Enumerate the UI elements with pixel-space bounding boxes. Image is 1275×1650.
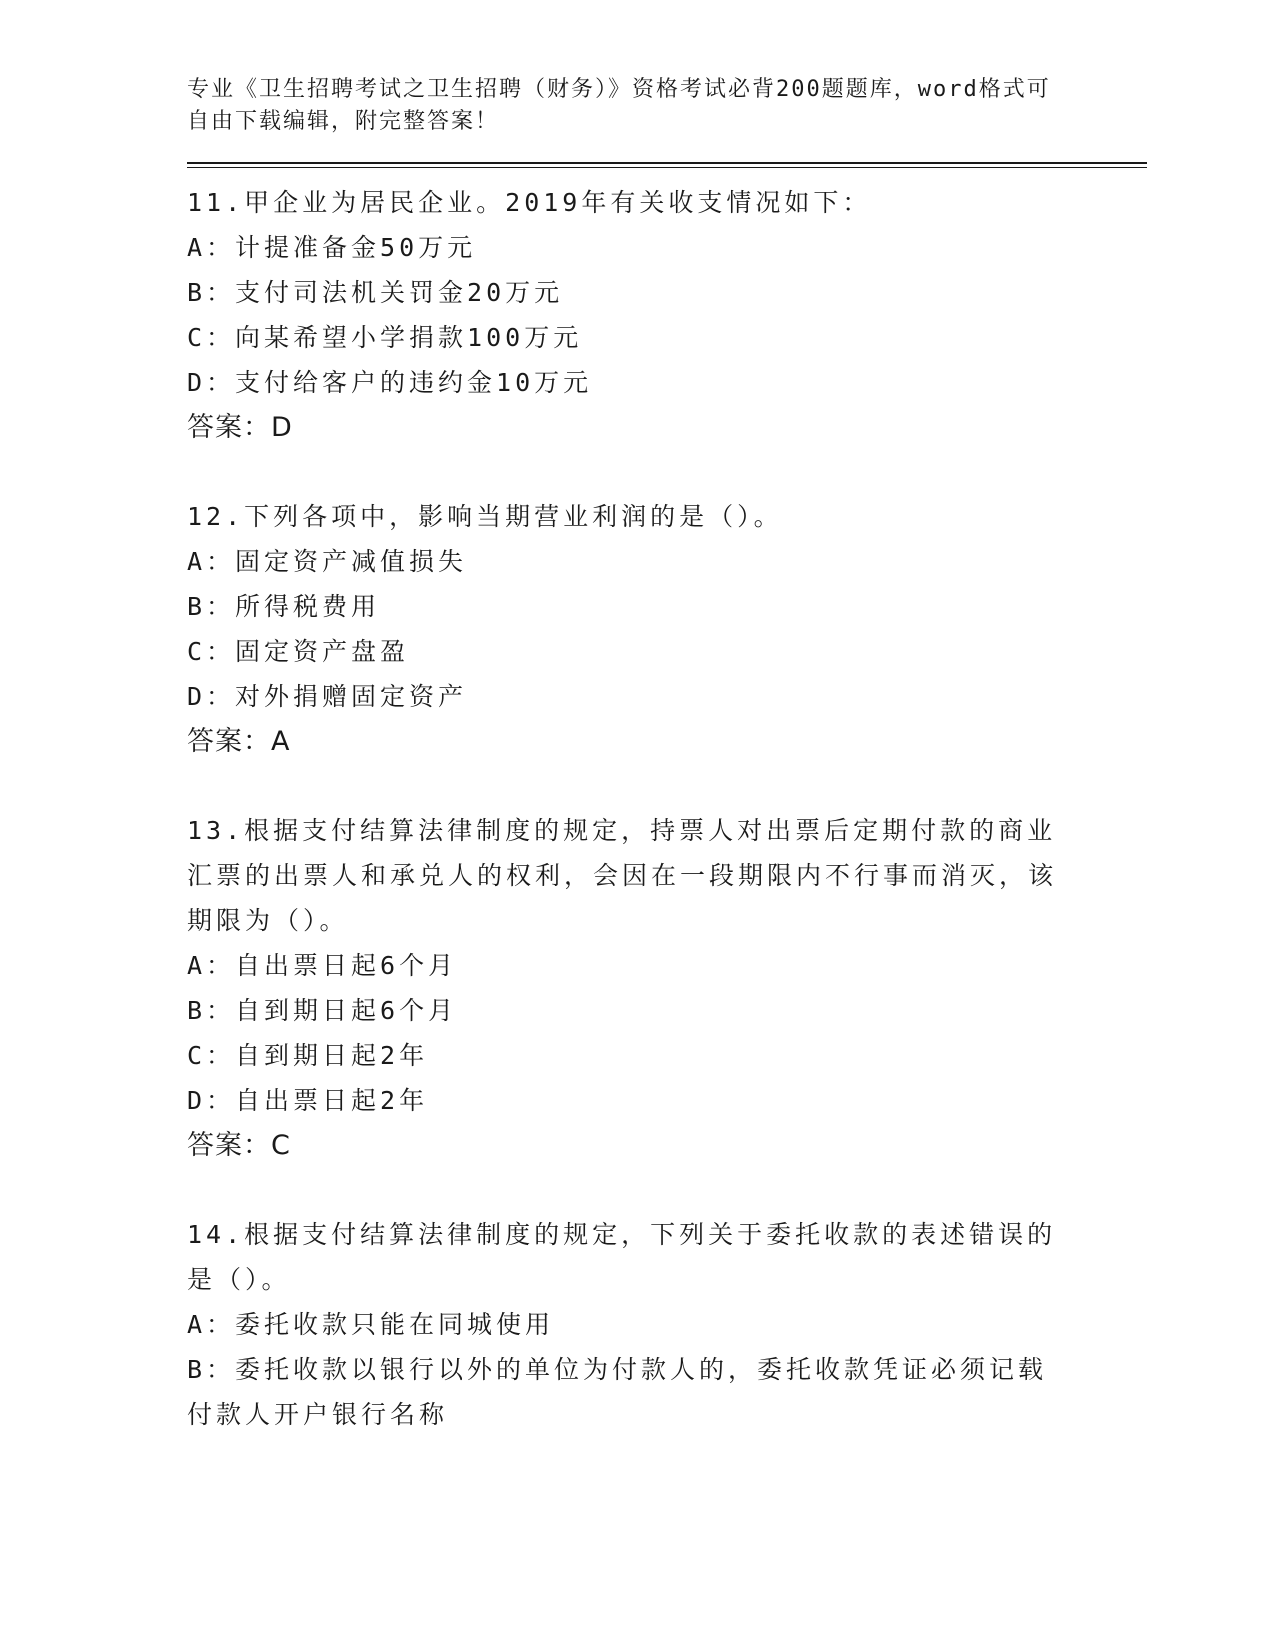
question-13 — [187, 808, 1067, 1169]
divider-thick-line — [187, 162, 1147, 164]
option-d: D：支付给客户的违约金10万元 — [187, 368, 593, 397]
question-11 — [187, 180, 1067, 451]
option-c: C：向某希望小学捐款100万元 — [187, 323, 583, 352]
option-c: C：固定资产盘盈 — [187, 637, 410, 666]
question-12 — [187, 494, 1067, 765]
question-stem: 14.根据支付结算法律制度的规定，下列关于委托收款的表述错误的是（）。 — [187, 1220, 1057, 1294]
option-a: A：委托收款只能在同城使用 — [187, 1310, 555, 1339]
option-b: B：所得税费用 — [187, 592, 381, 621]
document-page — [187, 0, 1147, 1480]
question-list — [187, 180, 1067, 1437]
option-d: D：对外捐赠固定资产 — [187, 682, 468, 711]
question-stem: 12.下列各项中，影响当期营业利润的是（）。 — [187, 502, 783, 531]
answer-line: 答案：D — [187, 412, 293, 443]
option-b: B：自到期日起6个月 — [187, 996, 458, 1025]
question-stem: 13.根据支付结算法律制度的规定，持票人对出票后定期付款的商业汇票的出票人和承兑人的权利，会因在一段期限内不行事而消灭，该期限为（）。 — [187, 816, 1058, 935]
answer-line: 答案：A — [187, 726, 291, 757]
answer-line: 答案：C — [187, 1130, 291, 1161]
option-b: B：委托收款以银行以外的单位为付款人的，委托收款凭证必须记载付款人开户银行名称 — [187, 1355, 1048, 1429]
option-a: A：计提准备金50万元 — [187, 233, 477, 262]
question-stem: 11.甲企业为居民企业。2019年有关收支情况如下： — [187, 188, 872, 217]
option-a: A：固定资产减值损失 — [187, 547, 468, 576]
question-14 — [187, 1212, 1067, 1437]
option-b: B：支付司法机关罚金20万元 — [187, 278, 564, 307]
option-a: A：自出票日起6个月 — [187, 951, 458, 980]
header-divider — [187, 162, 1147, 168]
divider-thin-line — [187, 167, 1147, 168]
option-d: D：自出票日起2年 — [187, 1086, 429, 1115]
page-header: 专业《卫生招聘考试之卫生招聘（财务）》资格考试必背200题题库，word格式可自由下载编辑，附完整答案！ — [187, 77, 1051, 134]
option-c: C：自到期日起2年 — [187, 1041, 429, 1070]
